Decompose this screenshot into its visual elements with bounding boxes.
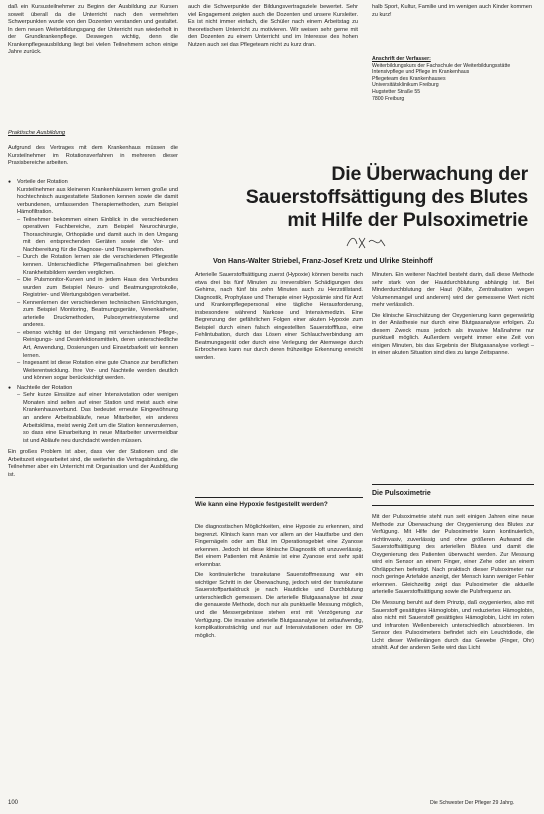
handwritten-mark: [345, 232, 393, 252]
section-rule: [372, 484, 534, 485]
mid-intro: Arterielle Sauerstoffsättigung zuerst (Hypoxie) können bereits nach etwa drei bis fünf Minuten zu irreversiblen Schädigungen des Gehirns, nach fünf bis zehn Minuten auch zu Herzstillstand. Diagnostik, Prophylaxe und Therapie einer Hypoxämie sind für Arzt und Krankenpflegepersonal eine tägliche Herausforderung, insbesondere während Narkose und Intensivmedizin. Eine Begrenzung der gefährlichen Folgen einer akuten Hypoxie zum Beispiel durch einen falsch eingestellten Sauerstofffluss, eine Fehlintubation, durch das Lösen einer Schlauchverbindung am Beatmungsgerät oder durch eine Verlegung der Atemwege durch Erbrochenes kann nur durch deren frühzeitige Erkennung erreicht werden.: [195, 272, 363, 362]
author-address-line: Pflegeteam des Krankenhauses: [372, 75, 446, 82]
advantage-item: – Durch die Rotation lernen sie die verschiedenen Pflegestile kennen. Unterschiedliche Pflegemaßnahmen bei gleichen Krankheitsbildern werden verglichen.: [17, 254, 178, 277]
rotation-lists: [8, 179, 178, 479]
col1-top-paragraph: daß ein Kursusteilnehmer zu Beginn der Ausbildung zur Kursen soweit überall da die Unterricht nach den vermehrten Schwerpunkten wurde von den Dozenten verstanden und gestaltet. In dem neuen Weiterbildungsgang der Unterricht nun wiederholt in der Grundkrankenpflege. Deswegen wichtig, denn die Krankenpflegeausbildung liegt bei vielen Teilnehmern schon einige Jahre zurück.: [8, 4, 178, 56]
page-number: 100: [8, 800, 19, 806]
author-address-line: Universitätsklinikum Freiburg: [372, 82, 439, 89]
author-address-box: [372, 56, 532, 102]
advantage-item: – Kennenlernen der verschiedenen technischen Einrichtungen, zum Beispiel Monitoring, Beatmungsgeräte, Venenkatheter, arterielle Druckmethoden, Pulsoxymetriesysteme und anderes.: [17, 300, 178, 330]
author-address-line: 7800 Freiburg: [372, 95, 405, 102]
hypoxia-box-heading: Wie kann eine Hypoxie festgestellt werden?: [195, 501, 328, 508]
pulse-oximetry-heading: Die Pulsoximetrie: [372, 490, 431, 497]
title-line: mit Hilfe der Pulsoximetrie: [287, 209, 528, 231]
advantage-item: – Teilnehmer bekommen einen Einblick in die verschiedenen operativen Fachbereiche, zum Beispiel Neurochirurgie, Thoraxchirurgie, Orthopädie und damit auch in den Umgang mit den entsprechenden Geräten sowie die Vor- und Nachbereitung für die Diagnose- und Therapiemethoden.: [17, 217, 178, 255]
advantage-item: – Insgesamt ist diese Rotation eine gute Chance zur beruflichen Weiterentwicklung. Ihre Vor- und Nachteile werden deutlich und können sogar berücksichtigt werden.: [17, 360, 178, 383]
right-body: Mit der Pulsoximetrie steht nun seit einigen Jahren eine neue Methode zur Überwachung der Oxygenierung des Blutes zur Verfügung. Mit Hilfe der Pulsoximetrie kann kontinuierlich, nichtinvasiv, zuverlässig und ohne größeren Aufwand die Sauerstoffsättigung des arteriellen Blutes und damit die Oxygenierung des Patienten überwacht werden. Zur Messung wird ein Sensor an einem Finger, einer Zehe oder an einem Ohrläppchen befestigt. Nach praktisch dieser Pulsoximeter nur noch geringe Artefakte anzeigt, der Mensch kann weniger Fehler erkennen. Gleichzeitig zeigt das Pulsoximeter die aktuelle arterielle Sauerstoffsättigung sowie die Pulsfrequenz an. Die Messung beruht auf dem Prinzip, daß oxygeniertes, also mit Sauerstoff gesättigtes Hämoglobin, und reduziertes Hämoglobin, also nicht mit Sauerstoff gesättigtes Hämoglobin, Licht im roten und infraroten Wellenbereich unterschiedlich absorbieren. Im Sensor des Pulsoximeters befindet sich ein Leuchtdiode, die Licht dieser Wellenlängen durch das Gewebe (Finger, Ohr) strahlt. Auf der anderen Seite wird das Licht: [372, 514, 534, 652]
col2-top-paragraph: auch die Schwerpunkte der Bildungsvertragsziele bewertet. Sehr viel Engagement zeigten auch die Dozenten und unsere Kursleiter. Es ist nicht immer einfach, die Schüler nach einem Arbeitstag zu theoretischem Unterricht zu motivieren. Wir weisen sehr gerne mit den Dozenten zu einem Unterricht und im Interesse des hohen Nutzen auch sei das Pflegeteam nicht zu kurz dran.: [188, 4, 358, 48]
article-authors: Von Hans-Walter Striebel, Franz-Josef Kretz und Ulrike Steinhoff: [213, 256, 433, 265]
advantages-bullet: [8, 179, 178, 217]
col1-section-paragraph: Aufgrund des Vertrages mit dem Krankenhaus müssen die Kursteilnehmer im Rotationsverfahren in mehreren dieser Praxisbereiche arbeiten.: [8, 145, 178, 167]
section-rule-bottom: [372, 505, 534, 506]
col3-top-paragraph: halb Sport, Kultur, Familie und im wenigen auch Kinder kommen zu kurz!: [372, 4, 532, 18]
disadvantages-label: Nachteile der Rotation: [17, 384, 73, 391]
article-title: [198, 163, 528, 232]
right-intro: Minuten. Ein weiterer Nachteil besteht darin, daß diese Methode sehr stark von der Hautdurchblutung abhängig ist. Bei Minderdurchblutung der Haut (Kälte, Zentralisation wegen Volumenmangel und anderem) wird der gemessene Wert nicht mehr verlässlich. Die klinische Einschätzung der Oxygenierung kann gegenwärtig in der Anästhesie nur durch eine Blutgasanalyse erfolgen. Zu diesem Zweck muss jedoch als invasive Maßnahme nur punktuell möglich. Außerdem vergeht immer eine Zeit von einigen Minuten, bis das Ergebnis der Blutgasanalyse vorliegt – in einer akuten Situation sind dies zu lange Zeitspanne.: [372, 272, 534, 357]
author-address-line: Hugstetter Straße 55: [372, 88, 421, 95]
hypoxia-box-body: Die diagnostischen Möglichkeiten, eine Hypoxie zu erkennen, sind begrenzt. Klinisch kann man vor allem an der Hautfarbe und den Fingernägeln oder am Blut im Operationsgebiet eine Zyanose erkennen. Jedoch ist diese klinische Diagnostik oft unzuverlässig. Bei einem Patienten mit Anämie ist eine Zyanose erst sehr spät erkennbar. Die kontinuierliche transkutane Sauerstoffmessung war ein wichtiger Schritt in der Überwachung, jedoch wird der transkutane Sauerstoffpartialdruck je nach Hautdicke und Durchblutung unterschiedlich gemessen. Die arterielle Blutgasanalyse ist zwar die genaueste Methode, doch nur als punktuelle Messung möglich, und die Messergebnisse stehen erst mit Verzögerung zur Verfügung. Die invasive arterielle Blutgasanalyse ist zeitaufwendig, komplikationsträchtig und nur auf Intensivstationen oder im OP möglich.: [195, 524, 363, 639]
practical-training-heading: Praktische Ausbildung: [8, 130, 66, 136]
author-address-line: Weiterbildungskurs der Fachschule der Weiterbildungsstätte Intensivpflege und Pflege im Krankenhaus: [372, 62, 511, 76]
col1-bottom-paragraph: Ein großes Problem ist aber, dass vier der Stationen und die Arbeitszeit eingearbeitet sind, die weiterhin die Vertragsbindung, die Teilnehmer aber ein Unterricht mit Organisation und der Ausbildung ist.: [8, 449, 178, 478]
title-line: Sauerstoffsättigung des Blutes: [245, 186, 528, 208]
advantages-label: Vorteile der Rotation: [17, 179, 68, 185]
advantages-intro: Kursteilnehmer aus kleineren Krankenhäusern lernen große und hochtechnisch ausgestattete Stationen kennen sowie die damit verbundenen, umfassenden Therapiemethoden, zum Beispiel Hämofiltration.: [17, 186, 178, 216]
disadvantages-bullet: [8, 385, 178, 393]
advantage-item: – ebenso wichtig ist der Umgang mit verschiedenen Pflege-, Reinigungs- und Desinfektionsmitteln, deren unterschiedliche Art, Anwendung, Dosierungen und Einsetzbarkeit wir kennen lernen.: [17, 330, 178, 360]
title-line: Die Überwachung der: [331, 163, 528, 185]
disadvantage-item: – Sehr kurze Einsätze auf einer Intensivstation oder wenigen Monaten sind selten auf einer Station und meist auch eine Krankenhausverbund. Das bedeutet erneute Eingewöhnung an andere Arbeitsabläufe, neue Mitarbeiter, ein anderes Arbeitsklima, meist wenig Zeit um die Station kennenzulernen, so dass eine Einarbeitung in neue Mitarbeiter unvermeidbar ist und Abläufe neu durchdacht werden müssen.: [17, 392, 178, 445]
journal-footer: Die Schwester Der Pfleger 29 Jahrg.: [430, 800, 515, 806]
author-address-heading: Anschrift der Verfasser:: [372, 56, 431, 62]
advantage-item: – Die Pulsmonitor-Kurven und in jedem Haus des Verbundes wurden zum Beispiel Neuro- und Beatmungsprotokolle, Registrier- und Wertungsbögen verarbeitet.: [17, 277, 178, 300]
box-top-rule: [195, 497, 363, 498]
